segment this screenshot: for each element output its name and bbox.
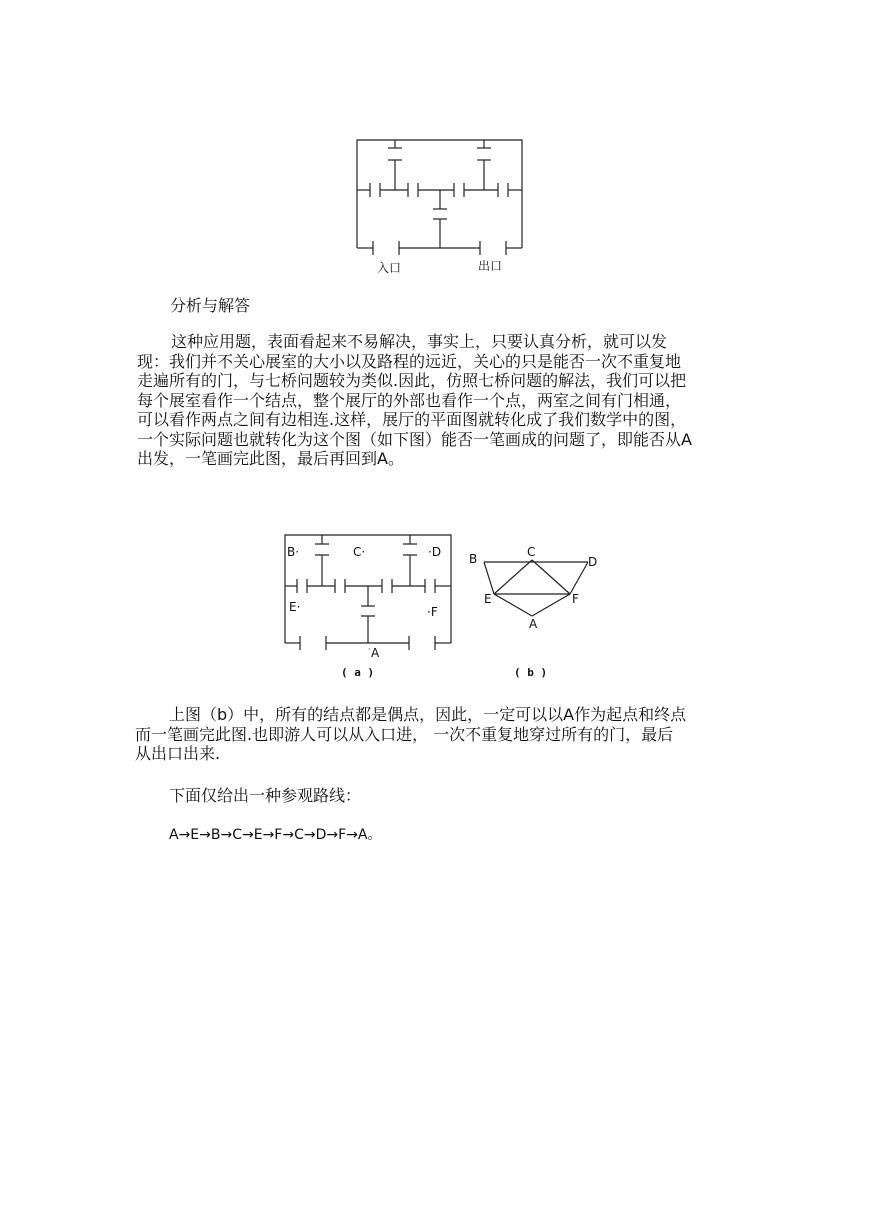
graph-edge <box>532 560 570 594</box>
text-line: 每个展室看作一个结点，整个展厅的外部也看作一个点，两室之间有门相通， <box>137 390 682 410</box>
node-label-b: B· <box>287 545 300 559</box>
caption-a: ( a ) <box>341 666 375 679</box>
text-line: 从出口出来. <box>135 744 221 763</box>
exit-label: 出口 <box>478 259 503 273</box>
entrance-label: 入口 <box>377 261 402 275</box>
node-label-d: ·D <box>428 545 442 559</box>
text-line: 而一笔画完此图.也即游人可以从入口进， 一次不重复地穿过所有的门，最后 <box>135 724 674 744</box>
graph-edge <box>570 562 588 594</box>
caption-b: ( b ) <box>514 666 548 679</box>
graph-edge <box>484 562 494 594</box>
text-line: 上图（b）中，所有的结点都是偶点，因此，一定可以以A作为起点和终点 <box>169 705 687 724</box>
text-line: 出发，一笔画完此图，最后再回到A。 <box>137 449 404 468</box>
graph-node-e: E <box>484 592 492 606</box>
text-line: 这种应用题，表面看起来不易解决，事实上，只要认真分析，就可以发 <box>171 332 668 351</box>
node-label-f: ·F <box>427 605 438 619</box>
route-sequence: A→E→B→C→E→F→C→D→F→A。 <box>169 827 382 843</box>
graph-node-d: D <box>588 555 598 569</box>
text-line: 走遍所有的门，与七桥问题较为类似.因此，仿照七桥问题的解法，我们可以把 <box>137 371 687 390</box>
route-intro: 下面仅给出一种参观路线： <box>169 786 362 805</box>
text-line: 现：我们并不关心展室的大小以及路程的远近，关心的只是能否一次不重复地 <box>137 351 682 371</box>
graph-node-a: A <box>529 617 538 631</box>
graph-edge <box>494 594 532 616</box>
node-label-c: C· <box>353 545 366 559</box>
conclusion-paragraph <box>135 705 686 764</box>
graph-edge <box>532 594 570 616</box>
node-label-e: E· <box>289 600 301 614</box>
graph-edge <box>494 560 532 594</box>
graph-node-b: B <box>469 552 478 566</box>
text-line: 可以看作两点之间有边相连.这样，展厅的平面图就转化成了我们数学中的图， <box>137 410 687 429</box>
text-line: 一个实际问题也就转化为这个图（如下图）能否一笔画成的问题了，即能否从A <box>137 429 692 449</box>
node-label-a: A <box>371 646 380 660</box>
graph-node-c: C <box>527 545 536 559</box>
node-label-a: · <box>368 645 371 654</box>
graph-node-f: F <box>572 592 579 606</box>
section-heading: 分析与解答 <box>170 296 251 315</box>
